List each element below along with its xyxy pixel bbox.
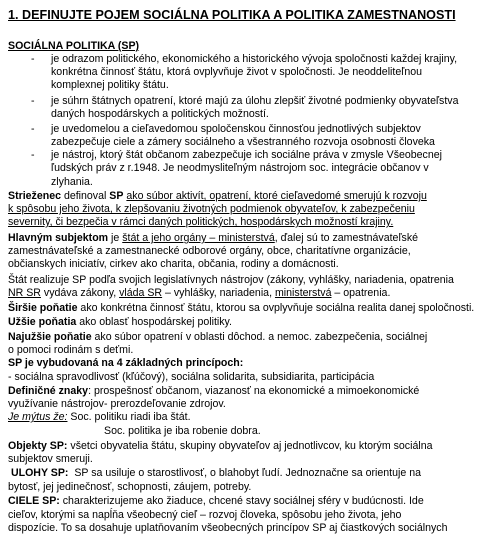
mytus-line-1: Je mýtus že: Soc. politiku riadi iba štát. xyxy=(8,411,191,423)
bullet-2-line-1: je súhrn štátnych opatrení, ktoré majú za úlohu zlepšiť životné podmienky obyvateľstva xyxy=(51,95,459,107)
bullet-2-line-2: daných hospodárskych a politických možností. xyxy=(51,108,269,120)
principles-heading: SP je vybudovaná na 4 základných princípoch: xyxy=(8,357,244,369)
bullet-dash: - xyxy=(31,149,35,161)
bullet-1-line-3: komplexnej politiky štátu. xyxy=(51,79,169,91)
section-heading: SOCIÁLNA POLITIKA (SP) xyxy=(8,40,140,52)
bullet-dash: - xyxy=(31,53,35,65)
bullet-4-line-2: ľudských práv z r.1948. Je neodmysliteľným nástrojom soc. integrácie občanov v xyxy=(51,162,429,174)
najuzsie-ponatie-line-1: Najužšie poňatie ako súbor opatrení v oblasti dôchod. a nemoc. zabezpečenia, sociálnej xyxy=(8,331,428,343)
ciele-line-3: dispozície. To sa dosahuje uplatňovaním všeobecných princípov SP aj čiastkových sociálnych xyxy=(8,522,448,534)
ulohy-line-1: ULOHY SP: SP sa usiluje o starostlivosť, o blahobyt ľudí. Jednoznačne sa orientuje na xyxy=(8,467,421,479)
stat-line-1: Štát realizuje SP podľa svojich legislatívnych nástrojov (zákony, vyhlášky, nariadenia, opatrenia xyxy=(8,274,454,286)
bullet-3-line-1: je uvedomelou a cieľavedomou spoločenskou činnosťou jednotlivých subjektov xyxy=(51,123,421,135)
definicne-znaky-line-1: Definičné znaky: prospešnosť občanom, viazanosť na ekonomické a mimoekonomické xyxy=(8,385,420,397)
sirsie-ponatie: Širšie poňatie ako konkrétna činnosť štátu, ktorou sa ovplyvňuje sociálna realita danej spoločnosti. xyxy=(8,302,475,314)
uzsie-ponatie: Užšie poňatia ako oblasť hospodárskej politiky. xyxy=(8,316,233,328)
stat-line-2: NR SR vydáva zákony, vláda SR – vyhlášky, nariadenia, ministerstvá – opatrenia. xyxy=(8,287,391,299)
bullet-1-line-2: konkrétna činnosť štátu, ktorá ovplyvňuje život v spoločnosti. Je neoddeliteľnou xyxy=(51,66,422,78)
ciele-line-1: CIELE SP: charakterizujeme ako žiaduce, chcené stavy sociálnej sféry v budúcnosti. Ide xyxy=(8,495,424,507)
strieznec-paragraph-line-2: k spôsobu jeho života, k zlepšovaniu životných podmienok obyvateľov, k zabezpečeniu xyxy=(8,203,415,215)
objekty-line-2: subjektov smeruji. xyxy=(8,453,93,465)
bullet-3-line-2: zabezpečuje ciele a zámery sociálneho a všestranného rozvoja osobnosti človeka xyxy=(51,136,435,148)
hlavny-subjekt-line-2: zamestnávateľské a zamestnanecké odborové orgány, obce, charitatívne organizácie, xyxy=(8,245,411,257)
strieznec-label: Strieženec xyxy=(8,190,61,202)
bullet-4-line-1: je nástroj, ktorý štát občanom zabezpečuje ich sociálne práva v zmysle Všeobecnej xyxy=(51,149,442,161)
strieznec-paragraph-line-1: Strieženec definoval SP ako súbor aktivít, opatrení, ktoré cieľavedomé smerujú k rozvoju xyxy=(8,190,427,202)
hlavny-subjekt-line-3: občianskych iniciatív, cirkev ako charita, občania, rodiny a domácnosti. xyxy=(8,258,339,270)
definicne-znaky-line-2: využívanie nástrojov- prerozdeľovanie zdrojov. xyxy=(8,398,226,410)
hlavny-subjekt-line-1: Hlavným subjektom je štát a jeho orgány – ministerstvá, ďalej sú to zamestnávateľské xyxy=(8,232,419,244)
mytus-line-2: Soc. politika je iba robenie dobra. xyxy=(104,425,261,437)
bullet-dash: - xyxy=(31,95,35,107)
ulohy-line-2: bytosť, jej jedinečnosť, schopnosti, záujem, potreby. xyxy=(8,481,252,493)
bullet-1-line-1: je odrazom politického, ekonomického a historického vývoja spoločnosti každej krajiny, xyxy=(51,53,458,65)
ciele-line-2: cieľov, ktorými sa napĺňa všeobecný cieľ – rozvoj človeka, spôsobu jeho života, jeho xyxy=(8,509,402,521)
page-title: 1. DEFINUJTE POJEM SOCIÁLNA POLITIKA A POLITIKA ZAMESTNANOSTI xyxy=(8,8,456,22)
bullet-dash: - xyxy=(31,123,35,135)
najuzsie-ponatie-line-2: o pomoci rodinám s deťmi. xyxy=(8,344,134,356)
objekty-line-1: Objekty SP: všetci obyvatelia štátu, skupiny obyvateľov aj jednotlivcov, ku ktorým sociálna xyxy=(8,440,433,452)
bullet-4-line-3: zlyhania. xyxy=(51,176,93,188)
principles-list: - sociálna spravodlivosť (kľúčový), sociálna solidarita, subsidiarita, participácia xyxy=(8,371,375,383)
strieznec-paragraph-line-3: severnity, či bezpečia v rámci daných politických, hospodárskych možností krajiny. xyxy=(8,216,394,228)
